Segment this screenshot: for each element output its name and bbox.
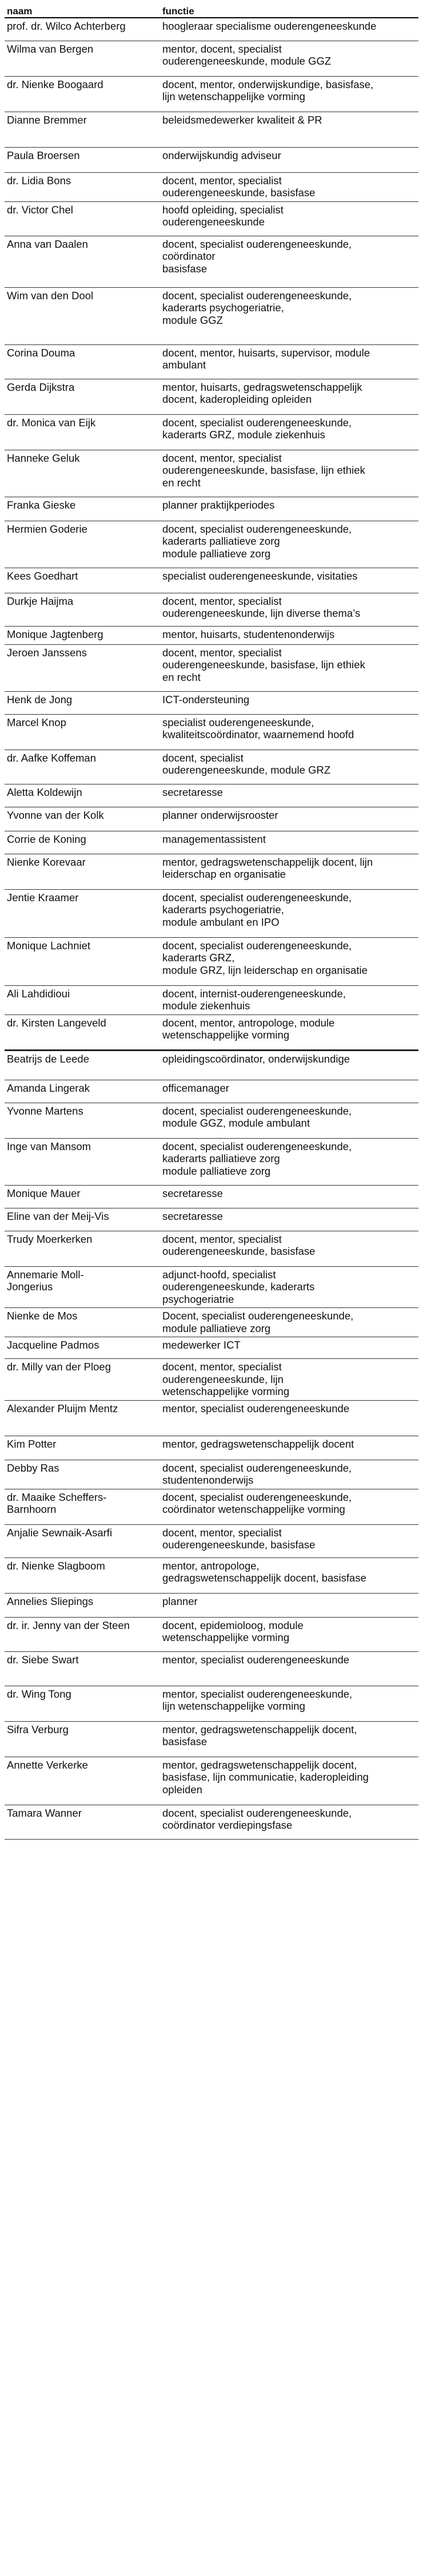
table-row [5,287,418,344]
staff-role-cell: mentor, specialist ouderengeneeskunde [160,1400,418,1436]
staff-name-cell: Corrie de Koning [5,831,160,854]
staff-role-cell: docent, mentor, onderwijskundige, basisfase, lijn wetenschappelijke vorming [160,76,418,112]
staff-role-cell: specialist ouderengeneeskunde, kwaliteitscoördinator, waarnemend hoofd [160,714,418,750]
table-row [5,691,418,714]
table-row [5,41,418,76]
staff-role-cell: specialist ouderengeneeskunde, visitaties [160,568,418,593]
staff-role-cell: mentor, docent, specialist ouderengeneeskunde, module GGZ [160,41,418,76]
table-row [5,201,418,236]
staff-role-cell: secretaresse [160,1208,418,1231]
table-row [5,1400,418,1436]
staff-role-cell: docent, mentor, specialist ouderengeneeskunde, lijn diverse thema’s [160,593,418,626]
column-header-role: functie [160,5,418,18]
table-row [5,854,418,889]
table-row [5,1489,418,1524]
table-row [5,1080,418,1103]
staff-role-cell: hoogleraar specialisme ouderengeneeskunde [160,18,418,41]
staff-role-cell: beleidsmedewerker kwaliteit & PR [160,112,418,147]
table-row [5,18,418,41]
staff-name-cell: Gerda Dijkstra [5,379,160,414]
table-row [5,937,418,985]
table-row [5,1138,418,1185]
staff-role-cell: docent, mentor, specialist ouderengeneeskunde, basisfase [160,1524,418,1558]
table-row [5,497,418,521]
table-row [5,1231,418,1266]
table-header [5,5,418,18]
staff-name-cell: Corina Douma [5,344,160,379]
staff-role-cell: adjunct-hoofd, specialist ouderengeneeskunde, kaderarts psychogeriatrie [160,1266,418,1308]
table-row [5,1103,418,1138]
table-row [5,626,418,644]
table-row [5,784,418,807]
table-row [5,172,418,201]
table-row [5,379,418,414]
staff-table [5,5,418,1840]
staff-name-cell: Nienke de Mos [5,1308,160,1337]
staff-role-cell: planner onderwijsrooster [160,807,418,831]
table-row [5,76,418,112]
staff-role-cell: docent, specialist ouderengeneeskunde, coördinator basisfase [160,236,418,287]
staff-name-cell: Marcel Knop [5,714,160,750]
staff-name-cell: Yvonne van der Kolk [5,807,160,831]
staff-role-cell: ICT-ondersteuning [160,691,418,714]
staff-role-cell: docent, mentor, specialist ouderengeneeskunde, lijn wetenschappelijke vorming [160,1359,418,1401]
table-row [5,1617,418,1651]
staff-role-cell: onderwijskundig adviseur [160,147,418,172]
staff-role-cell: docent, epidemioloog, module wetenschappelijke vorming [160,1617,418,1651]
staff-name-cell: Sifra Verburg [5,1721,160,1757]
staff-role-cell: docent, specialist ouderengeneeskunde, coördinator wetenschappelijke vorming [160,1489,418,1524]
staff-name-cell: Monique Lachniet [5,937,160,985]
table-row [5,1266,418,1308]
table-row [5,1460,418,1489]
staff-role-cell: planner praktijkperiodes [160,497,418,521]
staff-role-cell: docent, mentor, specialist ouderengeneeskunde, basisfase [160,172,418,201]
staff-name-cell: Inge van Mansom [5,1138,160,1185]
staff-name-cell: Monique Mauer [5,1185,160,1208]
staff-name-cell: Anjalie Sewnaik-Asarfi [5,1524,160,1558]
staff-name-cell: Annelies Sliepings [5,1593,160,1617]
staff-name-cell: Kees Goedhart [5,568,160,593]
table-row [5,831,418,854]
staff-name-cell: Anna van Daalen [5,236,160,287]
staff-name-cell: dr. Aafke Koffeman [5,750,160,784]
staff-role-cell: docent, specialist ouderengeneeskunde, kaderarts psychogeriatrie, module ambulant en IPO [160,889,418,937]
staff-name-cell: Alexander Pluijm Mentz [5,1400,160,1436]
staff-name-cell: dr. Maaike Scheffers- Barnhoorn [5,1489,160,1524]
table-row [5,568,418,593]
staff-name-cell: Wilma van Bergen [5,41,160,76]
staff-name-cell: dr. Lidia Bons [5,172,160,201]
staff-name-cell: Trudy Moerkerken [5,1231,160,1266]
staff-role-cell: secretaresse [160,784,418,807]
table-row [5,1436,418,1460]
staff-name-cell: dr. Nienke Slagboom [5,1558,160,1593]
table-row [5,1185,418,1208]
table-row [5,1014,418,1050]
staff-name-cell: dr. ir. Jenny van der Steen [5,1617,160,1651]
staff-name-cell: dr. Kirsten Langeveld [5,1014,160,1050]
staff-name-cell: dr. Monica van Eijk [5,414,160,450]
table-row [5,1721,418,1757]
staff-name-cell: Wim van den Dool [5,287,160,344]
table-row [5,450,418,497]
staff-name-cell: prof. dr. Wilco Achterberg [5,18,160,41]
table-row [5,112,418,147]
staff-role-cell: docent, internist-ouderengeneeskunde, module ziekenhuis [160,985,418,1014]
header-row [5,5,418,18]
staff-name-cell: dr. Wing Tong [5,1686,160,1721]
staff-name-cell: Tamara Wanner [5,1805,160,1839]
staff-role-cell: Docent, specialist ouderengeneeskunde, module palliatieve zorg [160,1308,418,1337]
staff-role-cell: mentor, gedragswetenschappelijk docent, lijn leiderschap en organisatie [160,854,418,889]
staff-role-cell: docent, mentor, specialist ouderengeneeskunde, basisfase [160,1231,418,1266]
staff-name-cell: Jentie Kraamer [5,889,160,937]
table-row [5,889,418,937]
staff-role-cell: docent, mentor, huisarts, supervisor, module ambulant [160,344,418,379]
staff-role-cell: docent, specialist ouderengeneeskunde, kaderarts palliatieve zorg module palliatieve zorg [160,521,418,568]
staff-role-cell: docent, specialist ouderengeneeskunde, kaderarts palliatieve zorg module palliatieve zorg [160,1138,418,1185]
staff-name-cell: Jeroen Janssens [5,644,160,691]
staff-role-cell: docent, mentor, specialist ouderengeneeskunde, basisfase, lijn ethiek en recht [160,644,418,691]
table-row [5,1208,418,1231]
table-body [5,18,418,1839]
staff-role-cell: mentor, specialist ouderengeneeskunde [160,1651,418,1686]
table-row [5,236,418,287]
staff-role-cell: mentor, huisarts, studentenonderwijs [160,626,418,644]
staff-role-cell: managementassistent [160,831,418,854]
staff-role-cell: docent, specialist ouderengeneeskunde, kaderarts GRZ, module GRZ, lijn leiderschap en organisatie [160,937,418,985]
staff-role-cell: docent, specialist ouderengeneeskunde, module GRZ [160,750,418,784]
staff-role-cell: mentor, antropologe, gedragswetenschappelijk docent, basisfase [160,1558,418,1593]
table-row [5,414,418,450]
staff-name-cell: dr. Nienke Boogaard [5,76,160,112]
staff-role-cell: docent, specialist ouderengeneeskunde, studentenonderwijs [160,1460,418,1489]
table-row [5,807,418,831]
table-row [5,1337,418,1359]
staff-name-cell: Dianne Bremmer [5,112,160,147]
staff-name-cell: Beatrijs de Leede [5,1050,160,1080]
staff-role-cell: mentor, gedragswetenschappelijk docent, basisfase, lijn communicatie, kaderopleiding opleiden [160,1757,418,1805]
staff-name-cell: Annemarie Moll- Jongerius [5,1266,160,1308]
table-row [5,521,418,568]
staff-role-cell: planner [160,1593,418,1617]
table-row [5,985,418,1014]
staff-name-cell: Nienke Korevaar [5,854,160,889]
table-row [5,1651,418,1686]
staff-name-cell: Yvonne Martens [5,1103,160,1138]
staff-name-cell: Franka Gieske [5,497,160,521]
staff-role-cell: secretaresse [160,1185,418,1208]
staff-name-cell: Paula Broersen [5,147,160,172]
table-row [5,1308,418,1337]
table-row [5,1524,418,1558]
table-row [5,344,418,379]
table-row [5,593,418,626]
staff-name-cell: Jacqueline Padmos [5,1337,160,1359]
staff-role-cell: mentor, huisarts, gedragswetenschappelijk docent, kaderopleiding opleiden [160,379,418,414]
staff-role-cell: docent, mentor, antropologe, module wetenschappelijke vorming [160,1014,418,1050]
staff-role-cell: opleidingscoördinator, onderwijskundige [160,1050,418,1080]
staff-name-cell: Kim Potter [5,1436,160,1460]
staff-role-cell: mentor, gedragswetenschappelijk docent [160,1436,418,1460]
staff-name-cell: Annette Verkerke [5,1757,160,1805]
staff-role-cell: docent, specialist ouderengeneeskunde, kaderarts psychogeriatrie, module GGZ [160,287,418,344]
staff-name-cell: Aletta Koldewijn [5,784,160,807]
staff-role-cell: docent, specialist ouderengeneeskunde, coördinator verdiepingsfase [160,1805,418,1839]
staff-role-cell: mentor, gedragswetenschappelijk docent, basisfase [160,1721,418,1757]
staff-role-cell: docent, specialist ouderengeneeskunde, module GGZ, module ambulant [160,1103,418,1138]
table-row [5,1593,418,1617]
staff-role-cell: hoofd opleiding, specialist ouderengeneeskunde [160,201,418,236]
staff-name-cell: Hermien Goderie [5,521,160,568]
staff-name-cell: Amanda Lingerak [5,1080,160,1103]
table-row [5,1050,418,1080]
table-row [5,1359,418,1401]
staff-name-cell: Henk de Jong [5,691,160,714]
table-row [5,1805,418,1839]
table-row [5,714,418,750]
staff-role-cell: officemanager [160,1080,418,1103]
staff-name-cell: Hanneke Geluk [5,450,160,497]
staff-role-cell: docent, specialist ouderengeneeskunde, kaderarts GRZ, module ziekenhuis [160,414,418,450]
table-row [5,147,418,172]
staff-name-cell: dr. Victor Chel [5,201,160,236]
staff-role-cell: docent, mentor, specialist ouderengeneeskunde, basisfase, lijn ethiek en recht [160,450,418,497]
staff-name-cell: Debby Ras [5,1460,160,1489]
staff-name-cell: dr. Siebe Swart [5,1651,160,1686]
table-row [5,1558,418,1593]
staff-role-cell: medewerker ICT [160,1337,418,1359]
staff-name-cell: Durkje Haijma [5,593,160,626]
table-row [5,644,418,691]
table-row [5,1757,418,1805]
staff-name-cell: dr. Milly van der Ploeg [5,1359,160,1401]
column-header-name: naam [5,5,160,18]
table-row [5,750,418,784]
staff-name-cell: Eline van der Meij-Vis [5,1208,160,1231]
staff-name-cell: Monique Jagtenberg [5,626,160,644]
staff-name-cell: Ali Lahdidioui [5,985,160,1014]
staff-role-cell: mentor, specialist ouderengeneeskunde, lijn wetenschappelijke vorming [160,1686,418,1721]
table-row [5,1686,418,1721]
